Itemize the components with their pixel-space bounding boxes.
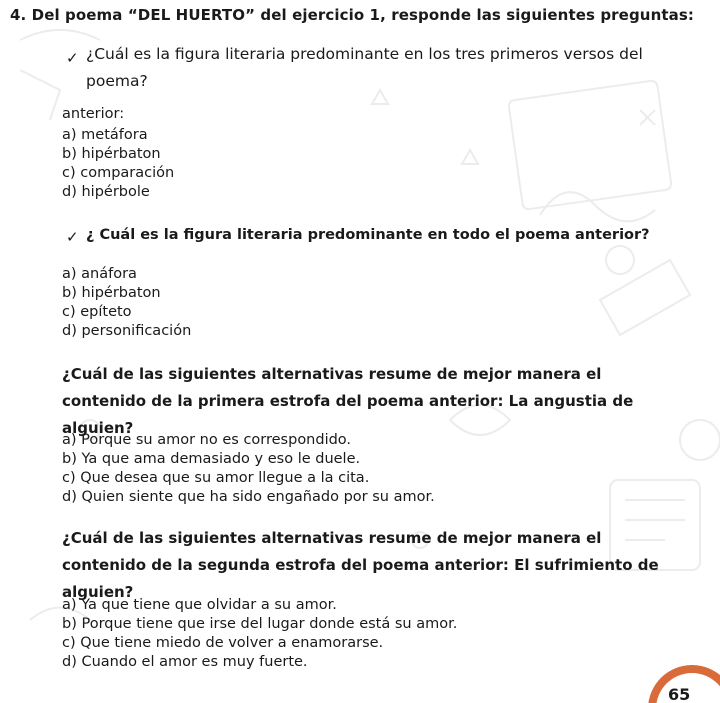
question-3-option-b: b) Ya que ama demasiado y eso le duele. <box>62 451 361 467</box>
question-1-option-a: a) metáfora <box>62 127 148 143</box>
question-4-option-b: b) Porque tiene que irse del lugar donde está su amor. <box>62 616 458 632</box>
question-2-option-c: c) epíteto <box>62 304 132 320</box>
question-3-option-c: c) Que desea que su amor llegue a la cita. <box>62 470 370 486</box>
question-3-text: ¿Cuál de las siguientes alternativas resume de mejor manera el contenido de la primera estrofa del poema anterior: La angustia de alguien? <box>62 365 634 437</box>
question-1-option-c: c) comparación <box>62 165 175 181</box>
question-2-option-a: a) anáfora <box>62 266 137 282</box>
check-icon: ✓ <box>66 228 79 246</box>
question-2-option-b: b) hipérbaton <box>62 285 161 301</box>
question-1-option-d: d) hipérbole <box>62 184 150 200</box>
question-4-option-c: c) Que tiene miedo de volver a enamorarse. <box>62 635 384 651</box>
page-number: 65 <box>668 685 691 703</box>
question-1-intro: anterior: <box>62 106 125 122</box>
question-1-option-b: b) hipérbaton <box>62 146 161 162</box>
question-4-option-d: d) Cuando el amor es muy fuerte. <box>62 654 308 670</box>
page-number-badge <box>640 651 720 703</box>
question-1-text: ¿Cuál es la figura literaria predominante en los tres primeros versos del poema? <box>86 45 643 90</box>
check-icon: ✓ <box>66 49 79 67</box>
question-3-option-a: a) Porque su amor no es correspondido. <box>62 432 352 448</box>
question-4-text: ¿Cuál de las siguientes alternativas resume de mejor manera el contenido de la segunda estrofa del poema anterior: El sufrimiento de alguien? <box>62 529 659 601</box>
question-2-text: ¿ Cuál es la figura literaria predominante en todo el poema anterior? <box>86 227 650 243</box>
exercise-title: 4. Del poema “DEL HUERTO” del ejercicio 1, responde las siguientes preguntas: <box>10 6 694 24</box>
question-3-option-d: d) Quien siente que ha sido engañado por su amor. <box>62 489 435 505</box>
question-4-option-a: a) Ya que tiene que olvidar a su amor. <box>62 597 337 613</box>
question-2-option-d: d) personificación <box>62 323 192 339</box>
